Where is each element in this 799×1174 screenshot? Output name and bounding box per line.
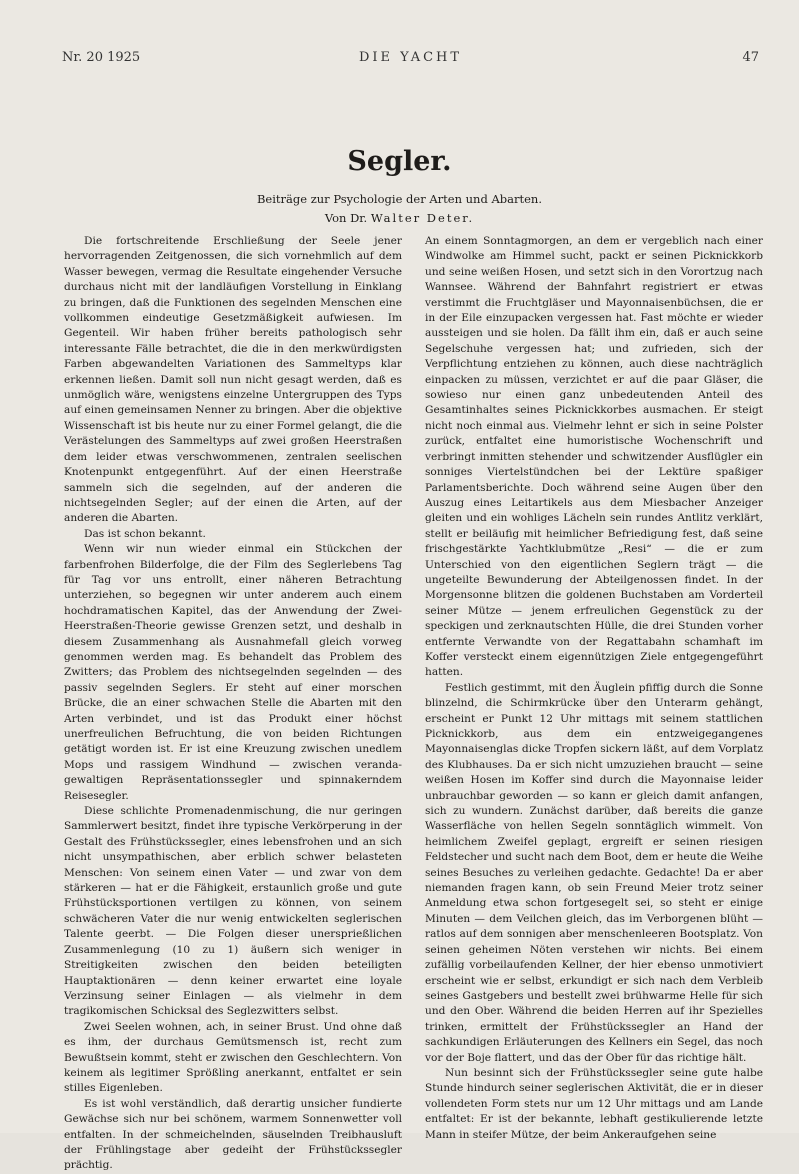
paragraph: Nun besinnt sich der Frühstückssegler seine gute halbe Stunde hindurch seiner seglerischen Aktivität, die er in dieser vollendeten Form stets nur um 12 Uhr mittags und am Lande entfaltet: Er ist der bekannte, lebhaft gestikulierende letzte Mann in steifer Mütze, der beim Ankeraufgehen seine	[425, 1066, 763, 1141]
paragraph: Wenn wir nun wieder einmal ein Stückchen der farbenfrohen Bilderfolge, die der Film des Seglerlebens Tag für Tag vor uns entrollt, einer näheren Betrachtung unterziehen, so begegnen wir unter anderem auch einem hochdramatischen Kapitel, das der Anwendung der Zwei-Heerstraßen-Theorie gewisse Grenzen setzt, und deshalb in diesem Zusammenhang als Ausnahmefall gleich vorweg genommen werden mag. Es behandelt das Problem des Zwitters; das Problem des nichtsegelnden segelnden — des passiv segelnden Seglers. Er steht auf einer morschen Brücke, die an einer schwachen Stelle die Abarten mit den Arten verbindet, und ist das Produkt einer höchst unerfreulichen Befruchtung, die von beiden Richtungen getätigt worden ist. Er ist eine Kreuzung zwischen unedlem Mops und rassigem Windhund — zwischen veranda-gewaltigen Repräsentationssegler und spinnakerndem Reisesegler.	[64, 543, 402, 802]
paragraph: An einem Sonntagmorgen, an dem er vergeblich nach einer Windwolke am Himmel sucht, packt er seinen Picknickkorb und seine weißen Hosen, und setzt sich in den Vorortzug nach Wannsee. Während der Bahnfahrt registriert er etwas verstimmt die Fruchtgläser und Mayonnaisenbüchsen, die er in der Eile einzupacken vergessen hat. Fast möchte er wieder aussteigen und sie holen. Da fällt ihm ein, daß er auch seine Segelschuhe vergessen hat; und zufrieden, sich der Verpflichtung entziehen zu können, auch diese nachträglich einpacken zu müssen, verzichtet er auf die paar Gläser, die sowieso nur einen ganz unbedeutenden Anteil des Gesamtinhaltes seines Picknickkorbes ausmachen. Er steigt nicht noch einmal aus. Vielmehr lehnt er sich in seine Polster zurück, entfaltet eine humoristische Wochenschrift und verbringt inmitten stehender und schwitzender Ausflügler ein sonniges Viertelstündchen bei der Lektüre spaßiger Parlamentsberichte. Doch während seine Augen über den Auszug eines Leitartikels aus dem Miesbacher Anzeiger gleiten und ein wohliges Lächeln sein rundes Antlitz verklärt, stellt er beiläufig mit heimlicher Befriedigung fest, daß seine frischgestärkte Yachtklubmütze „Resi“ — die er zum Unterschied von den eigentlichen Seglern trägt — die ungeteilte Bewunderung der Abteilgenossen findet. In der Morgensonne blitzen die goldenen Buchstaben am Vorderteil seiner Mütze — jenem erfreulichen Gegenstück zu der speckigen und zerknautschten Hülle, die drei Stunden vorher entfernte Verwandte von der Regattabahn schamhaft im Koffer versteckt einem eigennützigen Ziele entgegengeführt hatten.	[425, 235, 763, 679]
page-number: 47	[742, 50, 759, 65]
paragraph: Zwei Seelen wohnen, ach, in seiner Brust. Und ohne daß es ihm, der durchaus Gemütsmensch ist, recht zum Bewußtsein kommt, steht er zwischen den Geschlechtern. Von keinem als legitimer Sprößling anerkannt, entfaltet er sein stilles Eigenleben.	[64, 1020, 402, 1095]
right-text-column	[425, 234, 763, 1143]
running-header	[62, 50, 759, 70]
article-subtitle: Beiträge zur Psychologie der Arten und Abarten.	[256, 192, 542, 206]
paragraph: Das ist schon bekannt.	[84, 527, 206, 540]
paragraph: Die fortschreitende Erschließung der Seele jener hervorragenden Zeitgenossen, die sich vornehmlich auf dem Wasser bewegen, vermag die Resultate eingehender Versuche durchaus nicht mit der landläufigen Vorstellung in Einklang zu bringen, daß die Funktionen des segelnden Menschen eine vollkommen eindeutige Gesetzmäßigkeit aufwiesen. Im Gegenteil. Wir haben früher bereits pathologisch sehr interessante Fälle betrachtet, die die in den merkwürdigsten Farben abgewandelten Variationen des Sammeltyps klar erkennen ließen. Damit soll nun nicht gesagt werden, daß es unmöglich wäre, wenigstens einzelne Untergruppen des Typs auf einen gemeinsamen Nenner zu bringen. Aber die objektive Wissenschaft ist bis heute nur zu einer Formel gelangt, die die Verästelungen des Sammeltyps auf zwei großen Heerstraßen dem leider etwas verschwommenen, zentralen seelischen Knotenpunkt entgegenführt. Auf der einen Heerstraße sammeln sich die segelnden, auf der anderen die nichtsegelnden Segler; auf der einen die Arten, auf der anderen die Abarten.	[64, 235, 402, 525]
author-name: Walter Deter.	[370, 211, 475, 225]
article-subtitle-block	[0, 190, 799, 228]
left-text-column	[64, 234, 402, 1174]
byline-prefix: Von Dr.	[324, 211, 368, 225]
paragraph: Es ist wohl verständlich, daß derartig unsicher fundierte Gewächse sich nur bei schönem, warmem Sonnenwetter voll entfalten. In der schmeichelnden, säuselnden Treibhausluft der Frühlingstage aber gedeiht der Frühstückssegler prächtig.	[64, 1097, 402, 1172]
magazine-name: DIE YACHT	[358, 50, 463, 65]
issue-number: Nr. 20 1925	[62, 50, 141, 65]
paragraph: Diese schlichte Promenadenmischung, die nur geringen Sammlerwert besitzt, findet ihre typische Verkörperung in der Gestalt des Frühstückssegler, eines lebensfrohen und an sich nicht unsympathischen, aber erblich schwer belasteten Menschen: Von seinem einen Vater — und zwar von dem stärkeren — hat er die Fähigkeit, erstaunlich große und gute Frühstücksportionen vertilgen zu können, von seinem schwächeren Vater die nur wenig entwickelten seglerischen Talente geerbt. — Die Folgen dieser unersprießlichen Zusammenlegung (10 zu 1) äußern sich weniger in Streitigkeiten zwischen den beiden beteiligten Hauptaktionären — denn keiner erwartet eine loyale Verzinsung seiner Einlagen — als vielmehr in dem tragikomischen Schicksal des Seglezwitters selbst.	[64, 805, 402, 1018]
article-title: Segler.	[347, 146, 452, 177]
paragraph: Festlich gestimmt, mit den Äuglein pfiffig durch die Sonne blinzelnd, die Schirmkrücke über den Unterarm gehängt, erscheint er Punkt 12 Uhr mittags mit seinem stattlichen Picknickkorb, aus dem ein entzweigegangenes Mayonnaisenglas dicke Tropfen sickern läßt, auf dem Vorplatz des Klubhauses. Da er sich nicht umzuziehen braucht — seine weißen Hosen im Koffer sind durch die Mayonnaise leider unbrauchbar geworden — so kann er gleich damit anfangen, sich zu wundern. Zunächst darüber, daß bereits die ganze Wasserfläche von hellen Segeln sonntäglich wimmelt. Von heimlichem Zweifel geplagt, ergreift er seinen riesigen Feldstecher und sucht nach dem Boot, dem er heute die Weihe seines Besuches zu verleihen gedachte. Gedachte! Da er aber niemanden fragen kann, ob sein Freund Meier trotz seiner Anmeldung etwa schon fortgesegelt sei, so steht er einige Minuten — dem Veilchen gleich, das im Verborgenen blüht — ratlos auf dem sonnigen aber menschenleeren Bootsplatz. Von seinen geheimen Nöten verstehen wir nichts. Bei einem zufällig vorbeilaufenden Kellner, der hier ebenso unmotiviert erscheint wie er selbst, erkundigt er sich nach dem Verbleib seines Gastgebers und bestellt zwei brühwarme Helle für sich und den Ober. Während die beiden Herren auf ihr Spezielles trinken, ermittelt der Frühstückssegler an Hand der sachkundigen Erläuterungen des Kellners ein Segel, das noch vor der Boje flattert, und das der Ober für das richtige hält.	[425, 681, 763, 1064]
byline	[0, 209, 799, 228]
